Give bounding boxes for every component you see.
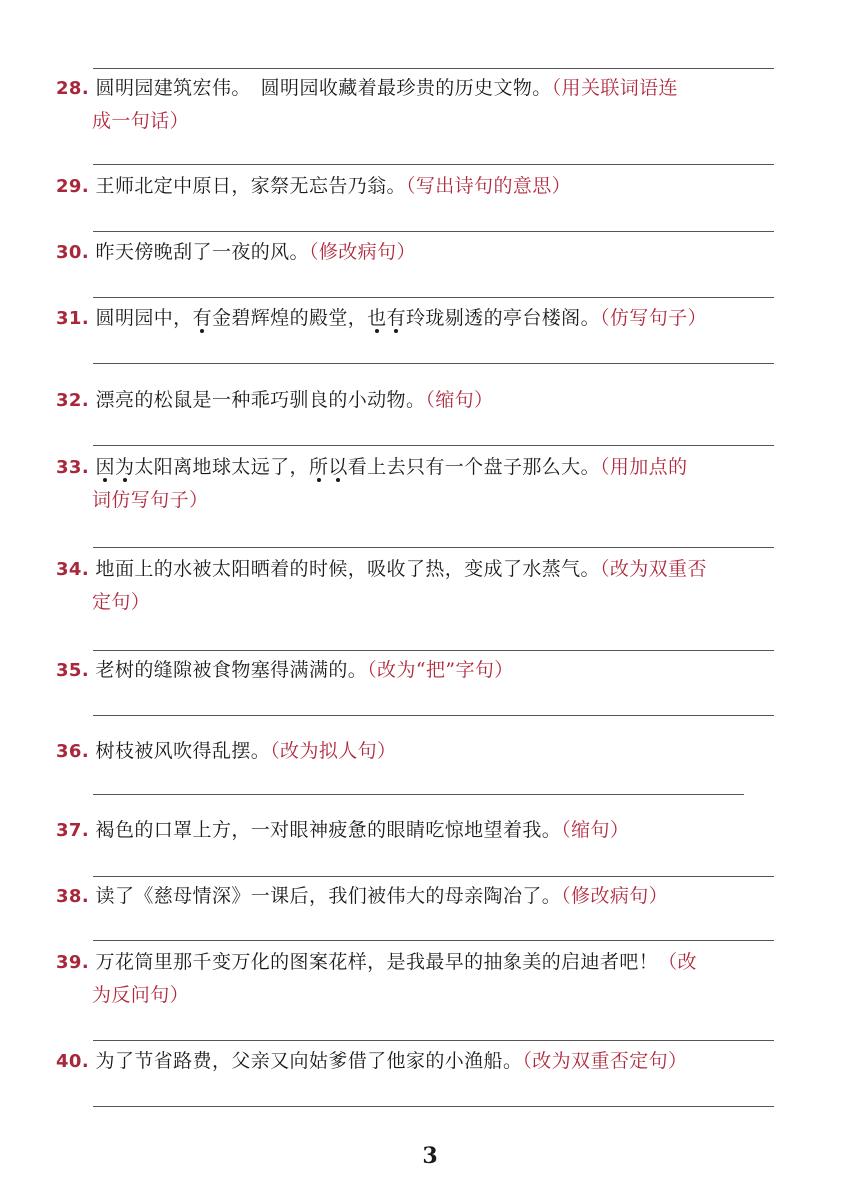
emphasis-dot-char: 所 (308, 456, 329, 478)
question-stem: 万花筒里那千变万化的图案花样，是我最早的抽象美的启迪者吧！ (95, 951, 659, 973)
page-number: 3 (422, 1143, 438, 1169)
question-instruction: （改为拟人句） (270, 740, 397, 762)
question-38 (56, 880, 778, 913)
question-29 (56, 170, 778, 203)
answer-line (93, 445, 774, 446)
question-stem: 昨天傍晚刮了一夜的风。 (95, 241, 309, 263)
question-stem: 树枝被风吹得乱摆。 (95, 740, 271, 762)
question-instruction-cont: 定句） (92, 591, 151, 613)
question-number: 33. (56, 457, 90, 478)
emphasis-dot-char: 有 (386, 307, 406, 329)
question-instruction: （改为双重否 (599, 558, 707, 580)
answer-line (93, 1040, 774, 1041)
question-instruction: （写出诗句的意思） (405, 175, 572, 197)
answer-line (93, 68, 774, 69)
question-40 (56, 1045, 778, 1078)
question-instruction: （用加点的 (599, 456, 688, 478)
stem-part: 金碧辉煌的殿堂， (211, 307, 368, 329)
emphasis-dot-char: 有 (192, 307, 212, 329)
question-number: 37. (56, 820, 90, 841)
question-stem: 为了节省路费，父亲又向姑爹借了他家的小渔船。 (95, 1050, 523, 1072)
question-stem: 圆明园建筑宏伟。 圆明园收藏着最珍贵的历史文物。 (95, 77, 552, 99)
question-instruction: （改为双重否定句） (522, 1050, 688, 1072)
question-instruction: （仿写句子） (600, 307, 707, 329)
emphasis-dot-char: 为 (114, 456, 135, 478)
answer-line (93, 363, 774, 364)
answer-line (93, 794, 744, 795)
question-stem: 地面上的水被太阳晒着的时候，吸收了热，变成了水蒸气。 (95, 558, 600, 580)
question-number: 28. (56, 78, 90, 99)
question-stem: 读了《慈母情深》一课后，我们被伟大的母亲陶冶了。 (95, 885, 562, 907)
question-stem (96, 456, 600, 478)
question-39 (56, 946, 778, 1012)
answer-line (93, 650, 774, 651)
question-number: 39. (56, 952, 90, 973)
question-stem (96, 307, 600, 329)
emphasis-dot-char: 因 (95, 456, 115, 478)
question-number: 32. (56, 390, 90, 411)
emphasis-dot-char: 也 (367, 307, 387, 329)
question-number: 29. (56, 176, 90, 197)
question-32 (56, 384, 778, 417)
answer-line (93, 940, 774, 941)
question-37 (56, 814, 778, 847)
question-instruction: （修改病句） (561, 885, 669, 907)
question-number: 31. (56, 308, 90, 329)
question-number: 34. (56, 559, 90, 580)
answer-line (93, 297, 774, 298)
question-28 (56, 72, 778, 138)
question-30 (56, 236, 778, 269)
question-instruction: （缩句） (561, 819, 630, 841)
question-instruction: （修改病句） (308, 241, 416, 263)
answer-line (93, 231, 774, 232)
stem-part: 太阳离地球太远了， (134, 456, 309, 478)
question-number: 35. (56, 660, 90, 681)
stem-part: 看上去只有一个盘子那么大。 (347, 456, 600, 478)
question-stem: 褐色的口罩上方，一对眼神疲惫的眼睛吃惊地望着我。 (95, 819, 562, 841)
question-instruction-cont: 词仿写句子） (92, 489, 209, 511)
question-stem: 漂亮的松鼠是一种乖巧驯良的小动物。 (95, 389, 426, 411)
question-instruction: （缩句） (425, 389, 494, 411)
question-36 (56, 735, 778, 768)
question-instruction: （改为“把”字句） (367, 659, 514, 681)
question-number: 40. (56, 1051, 90, 1072)
question-instruction: （用关联词语连 (551, 77, 678, 99)
question-35 (56, 654, 778, 687)
answer-line (93, 164, 774, 165)
question-stem: 王师北定中原日，家祭无忘告乃翁。 (95, 175, 406, 197)
emphasis-dot-char: 以 (328, 456, 348, 478)
question-31 (56, 302, 778, 335)
question-number: 38. (56, 886, 90, 907)
question-33 (56, 451, 778, 517)
question-34 (56, 553, 778, 619)
stem-part: 圆明园中， (95, 307, 193, 329)
question-instruction: （改 (658, 951, 697, 973)
question-instruction-cont: 成一句话） (92, 110, 190, 132)
question-stem: 老树的缝隙被食物塞得满满的。 (95, 659, 368, 681)
answer-line (93, 1106, 774, 1107)
stem-part: 玲珑剔透的亭台楼阁。 (405, 307, 600, 329)
question-number: 30. (56, 242, 90, 263)
answer-line (93, 876, 774, 877)
question-instruction-cont: 为反问句） (92, 984, 190, 1006)
answer-line (93, 547, 774, 548)
answer-line (93, 715, 774, 716)
question-number: 36. (56, 741, 90, 762)
